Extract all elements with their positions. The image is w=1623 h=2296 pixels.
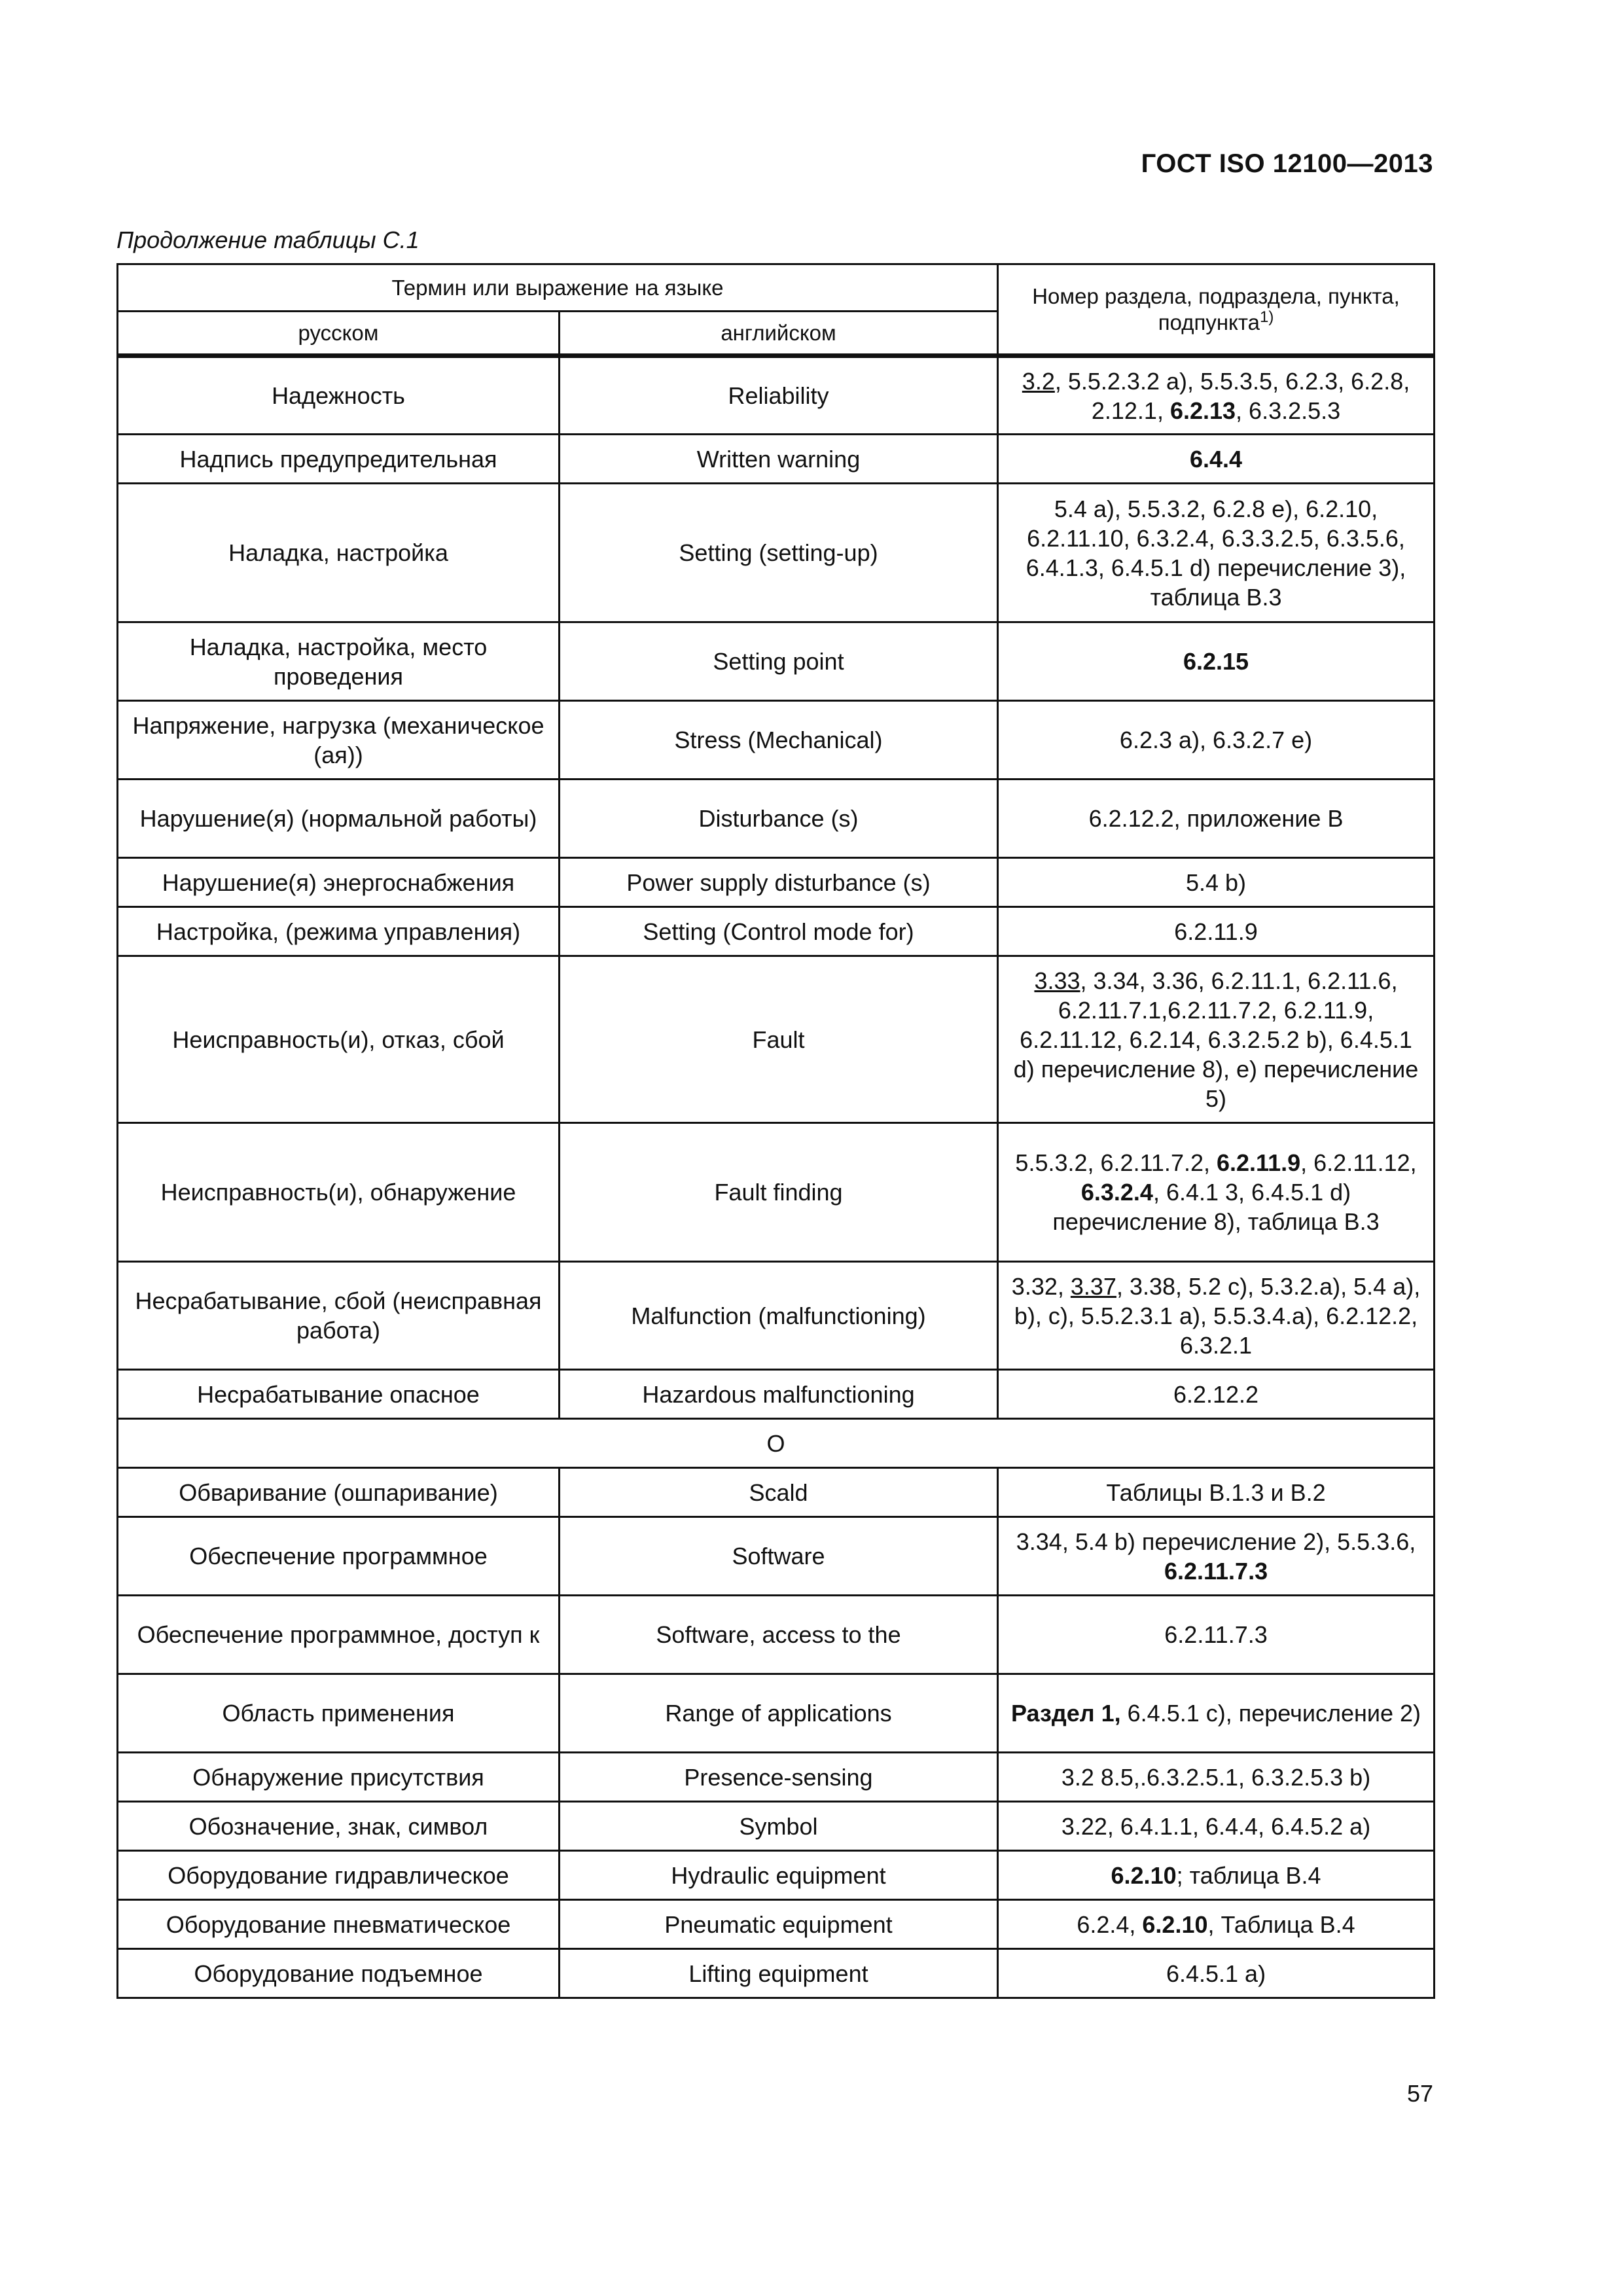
term-english: Pneumatic equipment: [560, 1900, 998, 1949]
term-russian: Нарушение(я) энергоснабжения: [118, 858, 560, 907]
reference-text: 6.2.12.2: [1173, 1380, 1259, 1408]
term-english: Software: [560, 1517, 998, 1596]
term-russian: Надпись предупредительная: [118, 435, 560, 484]
table-row: [118, 701, 1435, 780]
term-russian: Надежность: [118, 356, 560, 435]
reference-bold: 6.2.10: [1142, 1910, 1208, 1938]
reference-text: 3.34, 5.4 b) перечисление 2), 5.5.3.6,: [1016, 1528, 1416, 1555]
table-row: [118, 956, 1435, 1123]
reference-underlined: 3.33: [1034, 967, 1080, 994]
term-english: Setting (Control mode for): [560, 907, 998, 956]
term-russian: Обеспечение программное, доступ к: [118, 1596, 560, 1674]
table-row: [118, 858, 1435, 907]
term-english: Power supply disturbance (s): [560, 858, 998, 907]
term-russian: Оборудование пневматическое: [118, 1900, 560, 1949]
reference-numbers: [998, 1753, 1435, 1802]
term-russian: Неисправность(и), отказ, сбой: [118, 956, 560, 1123]
term-english: Lifting equipment: [560, 1949, 998, 1998]
reference-text: , Таблица В.4: [1207, 1910, 1355, 1938]
table-continuation-caption: Продолжение таблицы С.1: [116, 226, 419, 253]
standard-code: ГОСТ ISO 12100—2013: [1141, 149, 1433, 178]
table-row: [118, 1468, 1435, 1517]
reference-numbers: [998, 780, 1435, 858]
reference-text: 6.2.4,: [1077, 1910, 1143, 1938]
table-row: [118, 1674, 1435, 1753]
table-row: [118, 907, 1435, 956]
term-english: Range of applications: [560, 1674, 998, 1753]
term-english: Scald: [560, 1468, 998, 1517]
header-russian: русском: [118, 312, 560, 356]
table-row: [118, 1517, 1435, 1596]
table-row: [118, 1949, 1435, 1998]
term-russian: Обеспечение программное: [118, 1517, 560, 1596]
reference-text: , 6.4.1 3, 6.4.5.1 d) перечисление 8), таблица В.3: [1052, 1179, 1380, 1235]
term-english: Stress (Mechanical): [560, 701, 998, 780]
reference-numbers: [998, 907, 1435, 956]
table-row: [118, 1262, 1435, 1370]
reference-text: 5.4 а), 5.5.3.2, 6.2.8 е), 6.2.10, 6.2.11.10, 6.3.2.4, 6.3.3.2.5, 6.3.5.6, 6.4.1.3, 6.4.5.1 d) перечисление 3), таблица В.3: [1026, 495, 1406, 611]
section-row: [118, 1419, 1435, 1468]
term-russian: Несрабатывание опасное: [118, 1370, 560, 1419]
table-row: [118, 1123, 1435, 1262]
reference-numbers: [998, 1468, 1435, 1517]
reference-numbers: [998, 484, 1435, 622]
footnote-marker: 1): [1259, 308, 1274, 326]
table-row: [118, 1370, 1435, 1419]
term-russian: Область применения: [118, 1674, 560, 1753]
term-english: Presence-sensing: [560, 1753, 998, 1802]
table-row: [118, 780, 1435, 858]
term-russian: Обозначение, знак, символ: [118, 1802, 560, 1851]
reference-bold: 6.2.13: [1169, 397, 1236, 424]
term-russian: Обваривание (ошпаривание): [118, 1468, 560, 1517]
reference-text: 6.2.3 а), 6.3.2.7 е): [1119, 726, 1313, 753]
reference-numbers: [998, 1123, 1435, 1262]
term-english: Setting (setting-up): [560, 484, 998, 622]
term-russian: Оборудование гидравлическое: [118, 1851, 560, 1900]
term-english: Reliability: [560, 356, 998, 435]
reference-text: 6.4.5.1 а): [1166, 1960, 1266, 1987]
terms-table: [116, 263, 1435, 1999]
reference-numbers: [998, 1900, 1435, 1949]
reference-underlined: 3.2: [1022, 367, 1055, 395]
term-english: Hazardous malfunctioning: [560, 1370, 998, 1419]
page-number: 57: [1406, 2080, 1433, 2107]
table-row: [118, 1900, 1435, 1949]
reference-numbers: [998, 956, 1435, 1123]
header-term-group: Термин или выражение на языке: [118, 264, 998, 312]
table-row: [118, 484, 1435, 622]
reference-text: 5.4 b): [1185, 869, 1247, 896]
reference-numbers: [998, 1596, 1435, 1674]
table-row: [118, 356, 1435, 435]
reference-numbers: [998, 1517, 1435, 1596]
reference-numbers: [998, 1802, 1435, 1851]
table-row: [118, 435, 1435, 484]
reference-bold: 6.2.11.7.3: [1164, 1557, 1268, 1585]
term-russian: Оборудование подъемное: [118, 1949, 560, 1998]
reference-text: 6.2.12.2, приложение В: [1088, 805, 1344, 832]
reference-text: , 3.38, 5.2 с), 5.3.2.а), 5.4 а), b), с), 5.5.2.3.1 а), 5.5.3.4.а), 6.2.12.2, 6.3.2.1: [1014, 1272, 1421, 1359]
reference-bold: 6.2.11.9: [1217, 1149, 1301, 1176]
term-english: Malfunction (malfunctioning): [560, 1262, 998, 1370]
reference-bold: 6.2.15: [1183, 648, 1249, 675]
reference-text: 6.2.11.9: [1174, 918, 1258, 945]
table-body: [118, 356, 1435, 1998]
reference-text: , 6.2.11.12,: [1300, 1149, 1417, 1176]
term-english: Disturbance (s): [560, 780, 998, 858]
reference-numbers: [998, 435, 1435, 484]
reference-numbers: [998, 622, 1435, 701]
reference-underlined: 3.37: [1070, 1272, 1116, 1300]
header-reference: [998, 264, 1435, 356]
reference-text: , 3.34, 3.36, 6.2.11.1, 6.2.11.6, 6.2.11.7.1,6.2.11.7.2, 6.2.11.9, 6.2.11.12, 6.2.14, 6.3.2.5.2 b), 6.4.5.1 d) перечисление 8), е) перечисление 5): [1013, 967, 1419, 1112]
reference-bold: Раздел 1,: [1010, 1700, 1121, 1727]
reference-numbers: [998, 1949, 1435, 1998]
term-english: Written warning: [560, 435, 998, 484]
reference-bold: 6.2.10: [1111, 1861, 1177, 1889]
term-russian: Неисправность(и), обнаружение: [118, 1123, 560, 1262]
term-english: Software, access to the: [560, 1596, 998, 1674]
table-row: [118, 1596, 1435, 1674]
table-row: [118, 622, 1435, 701]
reference-numbers: [998, 1370, 1435, 1419]
reference-text: ; таблица В.4: [1176, 1861, 1321, 1889]
term-russian: Наладка, настройка: [118, 484, 560, 622]
reference-text: 3.22, 6.4.1.1, 6.4.4, 6.4.5.2 а): [1061, 1812, 1371, 1840]
reference-text: 3.32,: [1011, 1272, 1071, 1300]
reference-bold: 6.4.4: [1189, 445, 1243, 473]
term-english: Hydraulic equipment: [560, 1851, 998, 1900]
term-english: Fault finding: [560, 1123, 998, 1262]
reference-numbers: [998, 1674, 1435, 1753]
header-english: английском: [560, 312, 998, 356]
term-russian: Напряжение, нагрузка (механическое (ая)): [118, 701, 560, 780]
reference-text: 3.2 8.5,.6.3.2.5.1, 6.3.2.5.3 b): [1061, 1763, 1371, 1791]
reference-text: , 6.3.2.5.3: [1236, 397, 1341, 424]
term-russian: Обнаружение присутствия: [118, 1753, 560, 1802]
reference-text: Таблицы В.1.3 и В.2: [1106, 1479, 1326, 1506]
section-letter: О: [118, 1419, 1435, 1468]
term-english: Setting point: [560, 622, 998, 701]
term-russian: Наладка, настройка, место проведения: [118, 622, 560, 701]
reference-text: 5.5.3.2, 6.2.11.7.2,: [1015, 1149, 1217, 1176]
reference-text: , 5.5.2.3.2 а), 5.5.3.5, 6.2.3, 6.2.8, 2.12.1,: [1054, 367, 1410, 424]
term-russian: Настройка, (режима управления): [118, 907, 560, 956]
reference-numbers: [998, 1262, 1435, 1370]
reference-numbers: [998, 356, 1435, 435]
header-reference-label: Номер раздела, подраздела, пункта, подпункта: [1032, 283, 1400, 334]
table-row: [118, 1802, 1435, 1851]
term-russian: Нарушение(я) (нормальной работы): [118, 780, 560, 858]
reference-numbers: [998, 701, 1435, 780]
table-row: [118, 1851, 1435, 1900]
term-russian: Несрабатывание, сбой (неисправная работа): [118, 1262, 560, 1370]
reference-bold: 6.3.2.4: [1080, 1179, 1153, 1206]
term-english: Symbol: [560, 1802, 998, 1851]
reference-text: 6.2.11.7.3: [1164, 1621, 1268, 1648]
term-english: Fault: [560, 956, 998, 1123]
reference-numbers: [998, 1851, 1435, 1900]
table-row: [118, 1753, 1435, 1802]
reference-text: 6.4.5.1 с), перечисление 2): [1120, 1700, 1421, 1727]
reference-numbers: [998, 858, 1435, 907]
